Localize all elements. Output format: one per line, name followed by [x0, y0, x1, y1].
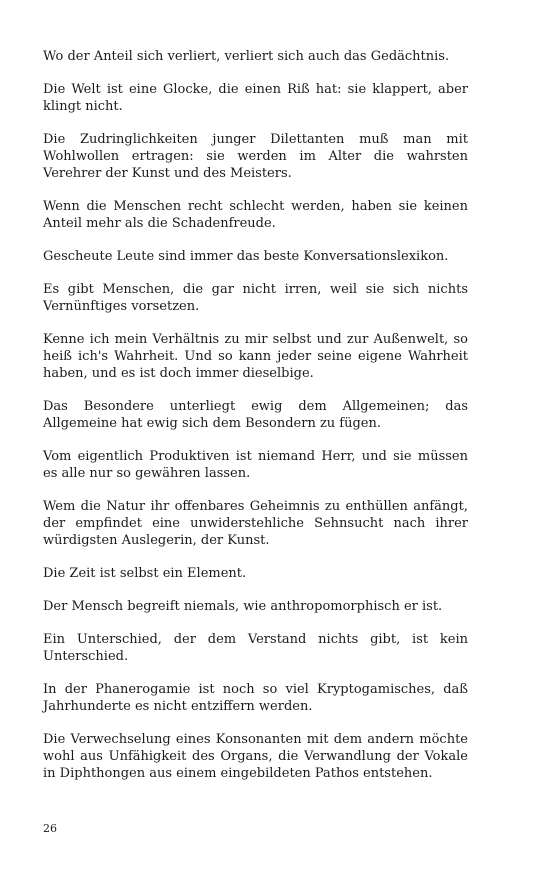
paragraph-4: Wenn die Menschen recht schlecht werden, haben sie keinen Anteil mehr als die Schadenfreude.	[43, 199, 468, 231]
paragraph-7: Kenne ich mein Verhältnis zu mir selbst und zur Außenwelt, so heiß ich's Wahrheit. Und so kann jeder seine eigene Wahrheit haben, und es ist doch immer dieselbige.	[43, 332, 468, 381]
paragraph-6: Es gibt Menschen, die gar nicht irren, weil sie sich nichts Vernünftiges vorsetzen.	[43, 282, 468, 314]
paragraph-13: Ein Unterschied, der dem Verstand nichts gibt, ist kein Unterschied.	[43, 632, 468, 664]
paragraph-15: Die Verwechselung eines Konsonanten mit dem andern möchte wohl aus Unfähigkeit des Organs, die Verwandlung der Vokale in Diphthongen aus einem eingebildeten Pathos entstehen.	[43, 732, 468, 781]
paragraph-3: Die Zudringlichkeiten junger Dilettanten muß man mit Wohlwollen ertragen: sie werden im Alter die wahrsten Verehrer der Kunst und des Meisters.	[43, 132, 468, 181]
page-number: 26	[43, 822, 57, 835]
page-body	[43, 48, 468, 798]
paragraph-9: Vom eigentlich Produktiven ist niemand Herr, und sie müssen es alle nur so gewähren lassen.	[43, 449, 468, 481]
paragraph-2: Die Welt ist eine Glocke, die einen Riß hat: sie klappert, aber klingt nicht.	[43, 82, 468, 114]
paragraph-8: Das Besondere unterliegt ewig dem Allgemeinen; das Allgemeine hat ewig sich dem Besondern zu fügen.	[43, 399, 468, 431]
paragraph-12: Der Mensch begreift niemals, wie anthropomorphisch er ist.	[43, 599, 443, 614]
paragraph-14: In der Phanerogamie ist noch so viel Kryptogamisches, daß Jahrhunderte es nicht entziffern werden.	[43, 682, 468, 714]
paragraph-11: Die Zeit ist selbst ein Element.	[43, 566, 247, 581]
paragraph-1: Wo der Anteil sich verliert, verliert sich auch das Gedächtnis.	[43, 49, 450, 64]
paragraph-10: Wem die Natur ihr offenbares Geheimnis zu enthüllen anfängt, der empfindet eine unwiderstehliche Sehnsucht nach ihrer würdigsten Auslegerin, der Kunst.	[43, 499, 468, 548]
paragraph-5: Gescheute Leute sind immer das beste Konversationslexikon.	[43, 249, 449, 264]
